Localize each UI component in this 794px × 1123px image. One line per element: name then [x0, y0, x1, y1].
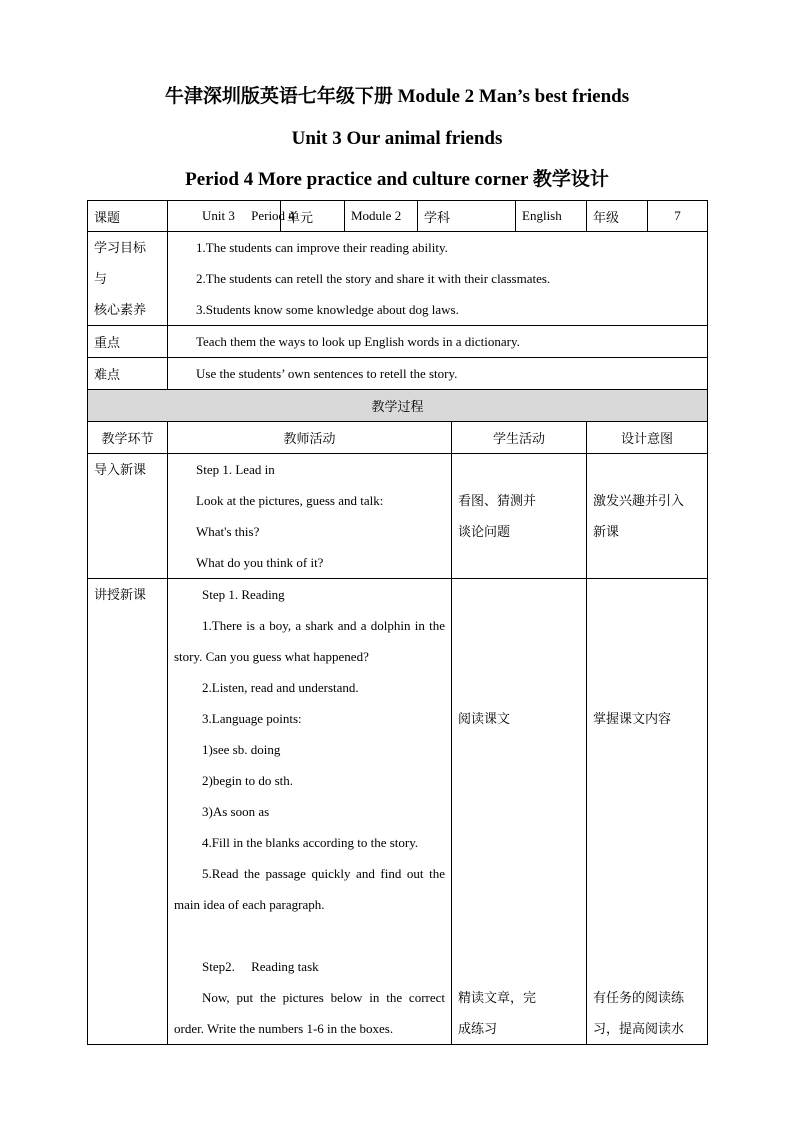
teacher-line: Step 1. Lead in — [196, 462, 275, 477]
process-heading-row — [88, 390, 708, 422]
objective-item: 3.Students know some knowledge about dog laws. — [196, 302, 459, 317]
process-heading: 教学过程 — [371, 399, 424, 414]
objective-item: 2.The students can retell the story and share it with their classmates. — [196, 271, 551, 286]
teacher-line: What do you think of it? — [196, 555, 324, 570]
period-title: Period 4 More practice and culture corner 教学设计 — [185, 169, 609, 190]
subject-value: English — [522, 208, 562, 223]
unit-title: Unit 3 Our animal friends — [291, 128, 503, 149]
step1-title: Step 1. Reading — [202, 587, 285, 602]
intent-line: 掌握课文内容 — [593, 711, 672, 726]
objectives-label-2: 与 — [94, 271, 108, 286]
language-point: 3)As soon as — [202, 804, 270, 819]
objectives-label-1: 学习目标 — [94, 240, 147, 255]
column-intent: 设计意图 — [621, 431, 674, 446]
intent-line: 有任务的阅读练 — [593, 990, 685, 1005]
step2-title: Step2. Reading task — [202, 959, 319, 974]
difficult-point-value: Use the students’ own sentences to retell the story. — [196, 365, 458, 381]
key-point-label: 重点 — [94, 335, 121, 350]
difficult-point-label: 难点 — [94, 367, 121, 382]
student-activity-line: 谈论问题 — [458, 524, 511, 539]
key-point-value: Teach them the ways to look up English words in a dictionary. — [196, 333, 520, 349]
teacher-line: Look at the pictures, guess and talk: — [196, 493, 384, 508]
student-activity-line: 阅读课文 — [458, 711, 511, 726]
question-1: 1.There is a boy, a shark and a dolphin in the story. Can you guess what happened? — [174, 618, 445, 664]
intent-line: 新课 — [593, 524, 620, 539]
document-title: 牛津深圳版英语七年级下册 Module 2 Man’s best friends — [164, 86, 630, 107]
intent-line: 习，提高阅读水 — [593, 1021, 685, 1036]
student-activity-line: 精读文章，完 — [458, 990, 537, 1005]
column-stage: 教学环节 — [101, 431, 154, 446]
unit-value: Module 2 — [351, 208, 402, 223]
objective-item: 1.The students can improve their reading ability. — [196, 240, 448, 255]
column-student: 学生活动 — [493, 431, 546, 446]
objectives-row — [88, 232, 708, 326]
grade-label: 年级 — [593, 209, 620, 225]
unit-label: 单元 — [287, 209, 314, 225]
student-activity-line: 看图、猜测并 — [458, 493, 537, 508]
intent-line: 激发兴趣并引入 — [593, 493, 685, 508]
question-5: 5.Read the passage quickly and find out the main idea of each paragraph. — [174, 866, 445, 912]
teacher-line: What's this? — [196, 524, 260, 539]
topic-value: Unit 3 Period 4 — [202, 208, 295, 223]
grade-value: 7 — [674, 208, 681, 223]
subject-label: 学科 — [424, 209, 451, 225]
step2-text: Now, put the pictures below in the correct order. Write the numbers 1-6 in the boxes. — [174, 990, 445, 1036]
language-point: 2)begin to do sth. — [202, 773, 293, 788]
stage-intro-name: 导入新课 — [94, 462, 147, 477]
info-row — [88, 201, 708, 232]
stage-teach-row — [88, 579, 708, 1045]
objectives-label-3: 核心素养 — [94, 302, 147, 317]
language-point: 1)see sb. doing — [202, 742, 281, 757]
lesson-plan-table — [87, 200, 708, 1045]
difficult-point-row — [88, 358, 708, 390]
student-activity-line: 成练习 — [458, 1021, 498, 1036]
process-columns-row — [88, 422, 708, 454]
stage-intro-row — [88, 454, 708, 579]
stage-teach-name: 讲授新课 — [94, 587, 147, 602]
column-teacher: 教师活动 — [283, 431, 336, 446]
key-point-row — [88, 326, 708, 358]
question-3: 3.Language points: — [202, 711, 302, 726]
topic-label: 课题 — [94, 209, 121, 225]
question-4: 4.Fill in the blanks according to the story. — [202, 835, 419, 850]
question-2: 2.Listen, read and understand. — [202, 680, 359, 695]
